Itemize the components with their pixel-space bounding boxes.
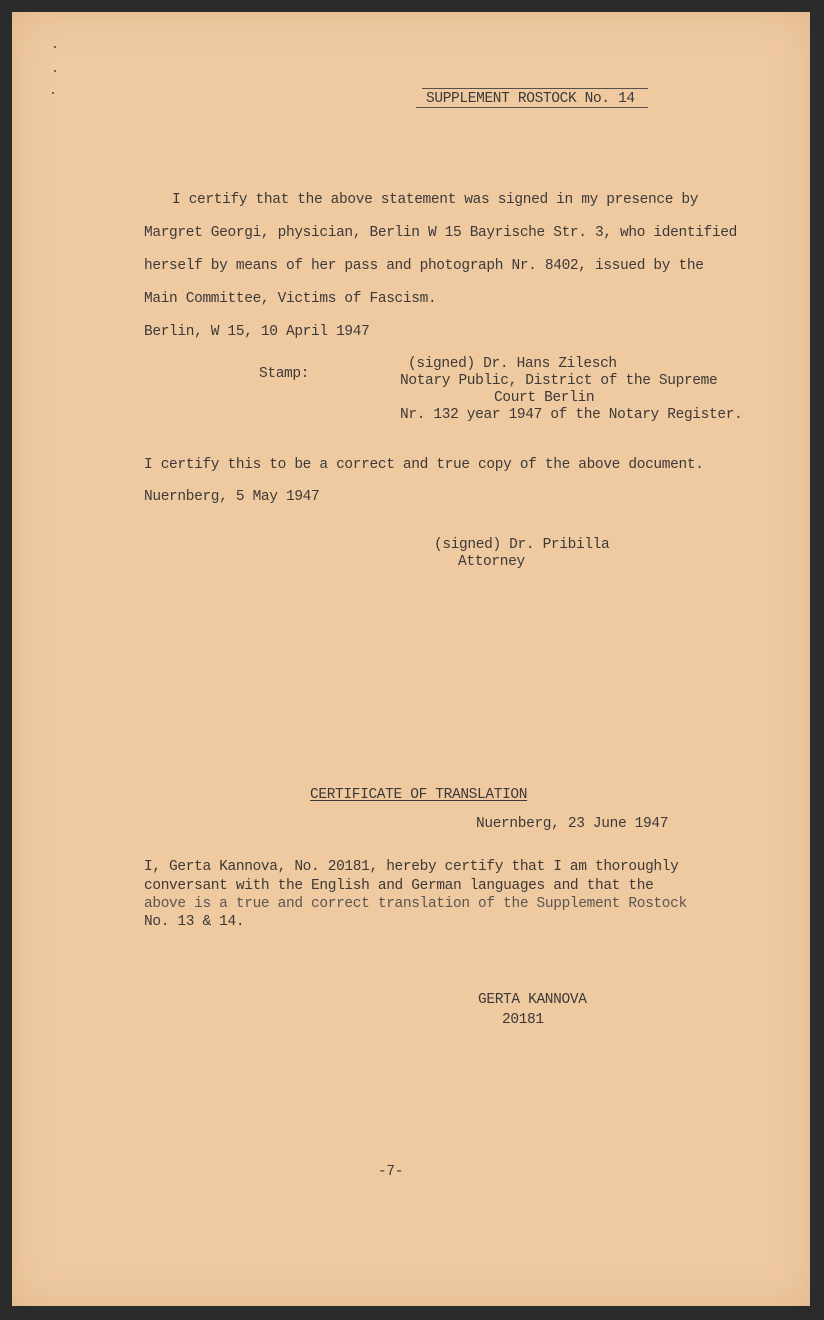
translation-line: above is a true and correct translation of the Supplement Rostock xyxy=(144,896,687,912)
document-page xyxy=(12,12,810,1306)
page-number: -7- xyxy=(378,1164,404,1180)
translation-heading: CERTIFICATE OF TRANSLATION xyxy=(310,787,528,803)
paper-speck xyxy=(52,92,54,94)
notary-signature-line: Notary Public, District of the Supreme xyxy=(400,373,718,389)
heading-rule-top xyxy=(422,88,648,89)
attorney-title: Attorney xyxy=(458,554,525,570)
copy-statement: I certify this to be a correct and true copy of the above document. xyxy=(144,457,704,473)
notary-signature-line: (signed) Dr. Hans Zilesch xyxy=(408,356,617,372)
translation-place-date: Nuernberg, 23 June 1947 xyxy=(476,816,669,832)
supplement-heading: SUPPLEMENT ROSTOCK No. 14 xyxy=(426,91,635,107)
certification-line: herself by means of her pass and photograph Nr. 8402, issued by the xyxy=(144,258,704,274)
stamp-label: Stamp: xyxy=(259,366,310,382)
heading-rule-bottom xyxy=(416,107,648,108)
certification-place-date: Berlin, W 15, 10 April 1947 xyxy=(144,324,370,340)
certification-line: Margret Georgi, physician, Berlin W 15 Bayrische Str. 3, who identified xyxy=(144,225,737,241)
translation-line: I, Gerta Kannova, No. 20181, hereby certify that I am thoroughly xyxy=(144,859,679,875)
paper-speck xyxy=(54,70,56,72)
translation-line: conversant with the English and German languages and that the xyxy=(144,878,654,894)
copy-place-date: Nuernberg, 5 May 1947 xyxy=(144,489,320,505)
certification-line: Main Committee, Victims of Fascism. xyxy=(144,291,437,307)
translator-name: GERTA KANNOVA xyxy=(478,992,587,1008)
attorney-signature: (signed) Dr. Pribilla xyxy=(434,537,610,553)
certification-line: I certify that the above statement was signed in my presence by xyxy=(172,192,699,208)
notary-signature-line: Nr. 132 year 1947 of the Notary Register. xyxy=(400,407,743,423)
translation-line: No. 13 & 14. xyxy=(144,914,245,930)
notary-signature-line: Court Berlin xyxy=(494,390,595,406)
paper-speck xyxy=(54,46,56,48)
translator-number: 20181 xyxy=(502,1012,544,1028)
